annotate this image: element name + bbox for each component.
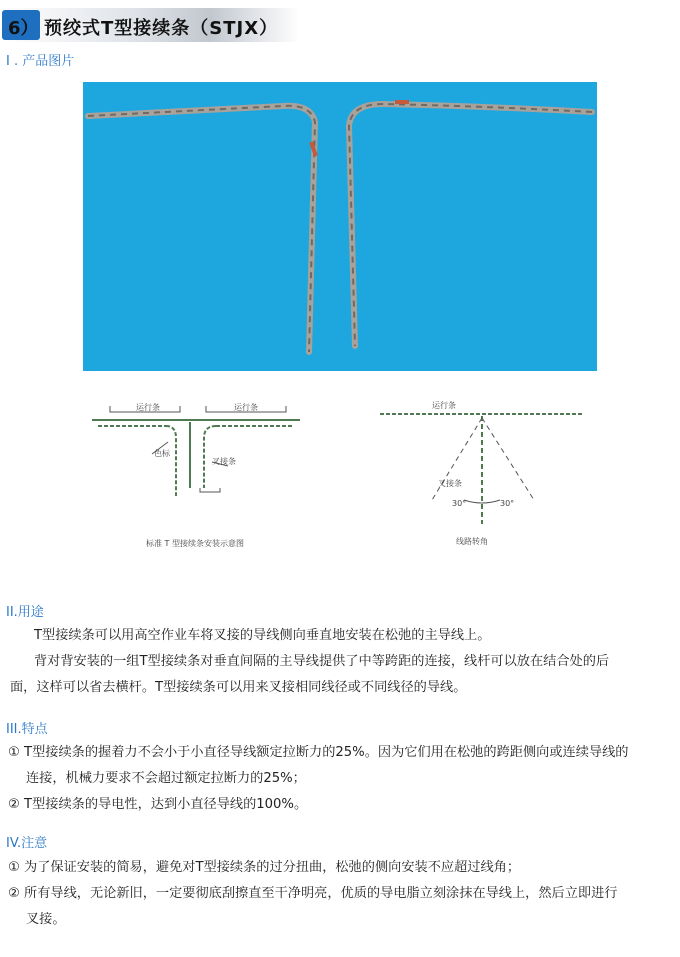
heading-notes: IV.注意 <box>6 836 48 851</box>
heading-product-pictures: I . 产品图片 <box>6 54 75 69</box>
section-number: 6） <box>8 18 39 39</box>
page-title: 预绞式T型接续条（STJX） <box>44 18 279 39</box>
label-branch-strip: 叉接条 <box>212 457 236 466</box>
feature-item-1-line-1: ① T型接续条的握着力不会小于小直径导线额定拉断力的25%。因为它们用在松弛的跨距侧向或连续导线的 <box>8 745 629 760</box>
feature-item-2: ② T型接续条的导电性，达到小直径导线的100%。 <box>8 797 308 812</box>
usage-paragraph-2-line-1: 背对背安装的一组T型接续条对垂直间隔的主导线提供了中等跨距的连接，线杆可以放在结合处的后 <box>34 654 610 669</box>
label-run-strip-right: 运行条 <box>234 403 258 412</box>
caption-installation: 标准 T 型接续条安装示意图 <box>146 539 244 548</box>
note-item-2-line-1: ② 所有导线，无论新旧，一定要彻底刮擦直至干净明亮，优质的导电脂立刻涂抹在导线上，然后立即进行 <box>8 886 618 901</box>
label-color-mark: 色标 <box>154 449 170 458</box>
usage-paragraph-2-line-2: 面，这样可以省去横杆。T型接续条可以用来叉接相同线径或不同线径的导线。 <box>10 680 467 695</box>
note-item-2-line-2: 叉接。 <box>26 912 66 927</box>
installation-diagram <box>88 392 308 562</box>
label-run-strip-left: 运行条 <box>136 403 160 412</box>
line-angle-diagram <box>372 392 592 562</box>
caption-line-angle: 线路转角 <box>456 537 488 546</box>
product-photo-illustration <box>83 82 597 371</box>
usage-paragraph-1: T型接续条可以用高空作业车将叉接的导线侧向垂直地安装在松弛的主导线上。 <box>34 628 491 643</box>
label-angle-left: 30° <box>452 499 467 508</box>
label-branch-strip: 叉接条 <box>438 479 462 488</box>
label-run-strip: 运行条 <box>432 401 456 410</box>
feature-item-1-line-2: 连接，机械力要求不会超过额定拉断力的25%； <box>26 771 306 786</box>
label-angle-right: 30° <box>500 499 515 508</box>
product-photo <box>83 82 597 371</box>
heading-usage: II.用途 <box>6 605 44 620</box>
heading-features: III.特点 <box>6 722 48 737</box>
note-item-1: ① 为了保证安装的简易，避免对T型接续条的过分扭曲，松弛的侧向安装不应超过线角； <box>8 860 521 875</box>
